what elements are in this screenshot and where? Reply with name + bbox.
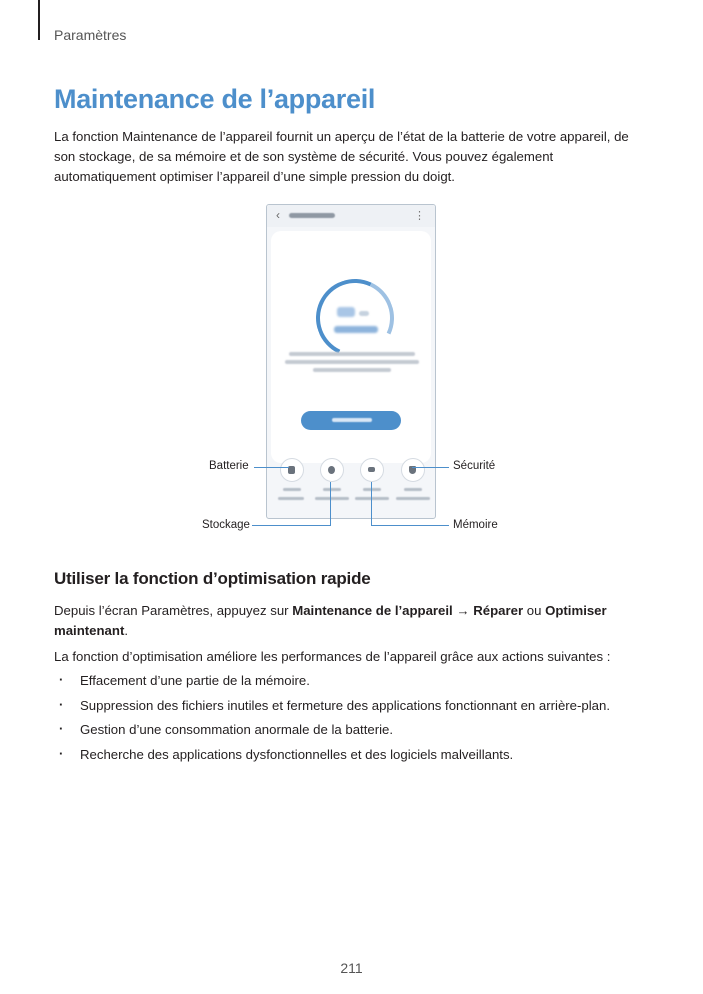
battery-label-blurred bbox=[283, 488, 301, 491]
arrow-separator: → bbox=[452, 603, 474, 618]
callout-line-storage-v bbox=[330, 482, 331, 526]
list-item: · Recherche des applications dysfonctionnelles et des logiciels malveillants. bbox=[54, 745, 610, 770]
battery-icon bbox=[280, 458, 304, 482]
header-rule bbox=[38, 0, 40, 40]
storage-value-blurred bbox=[315, 497, 349, 500]
instruction-paragraph bbox=[54, 601, 634, 641]
menu-path-optimize: Optimiser maintenant bbox=[54, 603, 607, 638]
callout-battery: Batterie bbox=[209, 460, 249, 472]
instruction-text: Depuis l’écran Paramètres, appuyez sur bbox=[54, 603, 293, 618]
score-value-blurred bbox=[337, 307, 355, 317]
page-number: 211 bbox=[340, 960, 363, 976]
back-arrow-icon: ‹ bbox=[276, 208, 280, 222]
score-label-blurred bbox=[334, 326, 378, 333]
status-text-line bbox=[289, 352, 415, 356]
menu-path-repair: Réparer bbox=[473, 603, 524, 618]
optimization-actions-list bbox=[54, 671, 610, 769]
storage-label-blurred bbox=[323, 488, 341, 491]
security-label-blurred bbox=[404, 488, 422, 491]
optimize-button-label-blurred bbox=[332, 418, 372, 422]
intro-paragraph: La fonction Maintenance de l’appareil fournit un aperçu de l’état de la batterie de votre appareil, de son stockage, de sa mémoire et de son système de sécurité. Vous pouvez également automatiquement optimiser l’appareil d’une simple pression du doigt. bbox=[54, 129, 629, 184]
phone-app-title-blurred bbox=[289, 213, 335, 218]
security-icon bbox=[401, 458, 425, 482]
storage-icon bbox=[320, 458, 344, 482]
memory-icon bbox=[360, 458, 384, 482]
instruction-text-or: ou bbox=[523, 603, 546, 618]
callout-line-memory-v bbox=[371, 482, 372, 526]
memory-value-blurred bbox=[355, 497, 389, 500]
memory-label-blurred bbox=[363, 488, 381, 491]
more-options-icon: ⋮ bbox=[414, 210, 425, 222]
section-title: Utiliser la fonction d’optimisation rapide bbox=[54, 569, 371, 588]
optimization-intro: La fonction d’optimisation améliore les performances de l’appareil grâce aux actions suivantes : bbox=[54, 649, 611, 664]
list-item: · Suppression des fichiers inutiles et fermeture des applications fonctionnant en arrière-plan. bbox=[54, 696, 610, 721]
list-item: · Effacement d’une partie de la mémoire. bbox=[54, 671, 610, 696]
callout-line-storage-h bbox=[252, 525, 331, 526]
callout-line-memory-h bbox=[371, 525, 449, 526]
battery-value-blurred bbox=[278, 497, 304, 500]
callout-security: Sécurité bbox=[453, 460, 496, 472]
callout-storage: Stockage bbox=[202, 519, 250, 531]
instruction-period: . bbox=[124, 623, 129, 638]
status-text-line bbox=[313, 368, 391, 372]
callout-memory: Mémoire bbox=[453, 519, 498, 531]
menu-path-maintenance: Maintenance de l’appareil bbox=[292, 603, 453, 618]
callout-line-security bbox=[412, 467, 449, 468]
status-text-line bbox=[285, 360, 419, 364]
page-title: Maintenance de l’appareil bbox=[54, 84, 376, 114]
running-header: Paramètres bbox=[54, 27, 127, 43]
phone-app-bar bbox=[267, 205, 435, 227]
callout-line-battery bbox=[254, 467, 289, 468]
device-screenshot bbox=[266, 204, 436, 519]
score-unit-blurred bbox=[359, 311, 369, 316]
list-item: · Gestion d’une consommation anormale de la batterie. bbox=[54, 720, 610, 745]
security-value-blurred bbox=[396, 497, 430, 500]
